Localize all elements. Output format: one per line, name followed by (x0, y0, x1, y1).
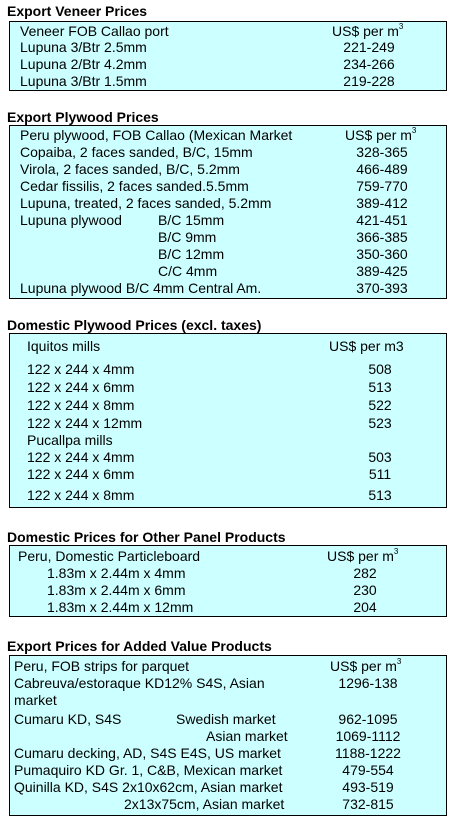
added-label: Cumaru decking, AD, S4S E4S, US market (14, 745, 281, 761)
added-label: Cabreuva/estoraque KD12% S4S, Asian (14, 675, 265, 691)
plywood-label: Cedar fissilis, 2 faces sanded.5.5mm (20, 178, 249, 194)
plywood-price: 466-489 (356, 161, 408, 177)
veneer-label: Lupuna 2/Btr 4.2mm (20, 56, 147, 72)
veneer-row (10, 73, 446, 90)
veneer-header-row (10, 23, 446, 40)
panel-size: 1.83m x 2.44m x 6mm (47, 582, 186, 598)
veneer-heading: Export Veneer Prices (7, 3, 148, 19)
added-header-unit: US$ per $m^3$ (330, 657, 402, 674)
added-header-label: Peru, FOB strips for parquet (14, 658, 190, 674)
domestic-price: 503 (368, 449, 392, 465)
panel-row (10, 582, 446, 599)
panel-heading: Domestic Prices for Other Panel Products (7, 529, 286, 545)
veneer-price: 219-228 (343, 73, 395, 89)
added-row (10, 711, 446, 728)
domestic-size: 122 x 244 x 6mm (27, 466, 135, 482)
plywood-grade: B/C 15mm (158, 212, 225, 228)
domestic-row (10, 397, 446, 414)
added-row (10, 745, 446, 762)
plywood-row (10, 195, 446, 212)
plywood-header-row (10, 127, 446, 144)
plywood-table (9, 125, 447, 299)
plywood-price: 366-385 (356, 229, 408, 245)
added-price: 493-519 (342, 779, 394, 795)
domestic-price: 513 (368, 487, 392, 503)
plywood-header-unit: US$ per $m^3$ (345, 126, 417, 143)
added-price: 732-815 (342, 796, 394, 812)
domestic-group-label: Iquitos mills (27, 338, 101, 354)
domestic-row (10, 379, 446, 396)
plywood-heading: Export Plywood Prices (7, 109, 159, 125)
plywood-price: 350-360 (356, 246, 408, 262)
added-market: Swedish market (176, 711, 276, 727)
plywood-price: 389-412 (356, 195, 408, 211)
added-price: 479-554 (342, 762, 394, 778)
domestic-price: 522 (368, 397, 392, 413)
veneer-price: 221-249 (343, 39, 395, 55)
domestic-row (10, 361, 446, 378)
plywood-price: 370-393 (356, 280, 408, 296)
panel-size: 1.83m x 2.44m x 12mm (47, 599, 194, 615)
plywood-label: Lupuna, treated, 2 faces sanded, 5.2mm (20, 195, 272, 211)
domestic-plywood-heading: Domestic Plywood Prices (excl. taxes) (7, 317, 262, 333)
added-price: 1296-138 (338, 675, 398, 691)
domestic-size: 122 x 244 x 8mm (27, 397, 135, 413)
veneer-label: Lupuna 3/Btr 1.5mm (20, 73, 147, 89)
added-label: Pumaquiro KD Gr. 1, C&B, Mexican market (14, 762, 283, 778)
added-value-table (9, 655, 447, 816)
domestic-row (10, 449, 446, 466)
plywood-row (10, 178, 446, 195)
plywood-grade: C/C 4mm (158, 263, 218, 279)
plywood-price: 421-451 (356, 212, 408, 228)
domestic-price: 511 (368, 466, 392, 482)
plywood-row (10, 263, 446, 280)
panel-price: 282 (353, 565, 377, 581)
domestic-plywood-table (9, 333, 447, 508)
domestic-group-row (10, 432, 446, 449)
added-price: 962-1095 (338, 711, 398, 727)
added-row (10, 728, 446, 745)
added-label: Quinilla KD, S4S 2x10x62cm, Asian market (14, 779, 283, 795)
added-row (10, 796, 446, 813)
plywood-label: Lupuna plywood (20, 212, 122, 228)
veneer-table (9, 21, 447, 91)
panel-header-label: Peru, Domestic Particleboard (18, 548, 201, 564)
panel-price: 204 (353, 599, 377, 615)
domestic-size: 122 x 244 x 12mm (27, 415, 143, 431)
added-row (10, 692, 446, 709)
veneer-row (10, 56, 446, 73)
plywood-header-label: Peru plywood, FOB Callao (Mexican Market (20, 127, 293, 143)
added-label: Cumaru KD, S4S (14, 711, 122, 727)
domestic-row (10, 415, 446, 432)
domestic-row (10, 487, 446, 504)
panel-size: 1.83m x 2.44m x 4mm (47, 565, 186, 581)
domestic-row (10, 466, 446, 483)
plywood-price: 389-425 (356, 263, 408, 279)
plywood-row (10, 161, 446, 178)
added-price: 1069-1112 (335, 728, 401, 744)
domestic-price: 508 (368, 361, 392, 377)
plywood-row (10, 212, 446, 229)
domestic-price: 513 (368, 379, 392, 395)
domestic-group-label: Pucallpa mills (27, 432, 113, 448)
veneer-label: Lupuna 3/Btr 2.5mm (20, 39, 147, 55)
plywood-grade: B/C 12mm (158, 246, 225, 262)
domestic-size: 122 x 244 x 4mm (27, 361, 135, 377)
added-row (10, 762, 446, 779)
panel-header-unit: US$ per $m^3$ (327, 547, 399, 564)
added-value-heading: Export Prices for Added Value Products (7, 638, 272, 654)
plywood-label: Virola, 2 faces sanded, B/C, 5.2mm (20, 161, 240, 177)
panel-table (9, 545, 447, 617)
plywood-price: 328-365 (356, 144, 408, 160)
domestic-price: 523 (368, 415, 392, 431)
veneer-row (10, 39, 446, 56)
plywood-row (10, 246, 446, 263)
plywood-row (10, 229, 446, 246)
domestic-group-row (10, 338, 446, 355)
added-label: market (14, 692, 57, 708)
panel-header-row (10, 548, 446, 565)
added-market: Asian market (206, 728, 288, 744)
added-row (10, 675, 446, 692)
veneer-price: 234-266 (343, 56, 395, 72)
added-header-row (10, 658, 446, 675)
veneer-header-label: Veneer FOB Callao port (20, 23, 169, 39)
plywood-row (10, 280, 446, 297)
added-row (10, 779, 446, 796)
panel-row (10, 565, 446, 582)
panel-price: 230 (353, 582, 377, 598)
panel-row (10, 599, 446, 616)
domestic-size: 122 x 244 x 8mm (27, 487, 135, 503)
veneer-header-unit: US$ per $m^3$ (332, 22, 404, 39)
added-label: 2x13x75cm, Asian market (124, 796, 285, 812)
plywood-row (10, 144, 446, 161)
plywood-label: Copaiba, 2 faces sanded, B/C, 15mm (20, 144, 253, 160)
plywood-price: 759-770 (356, 178, 408, 194)
plywood-label: Lupuna plywood B/C 4mm Central Am. (20, 280, 262, 296)
domestic-size: 122 x 244 x 6mm (27, 379, 135, 395)
plywood-grade: B/C 9mm (158, 229, 217, 245)
added-price: 1188-1222 (335, 745, 401, 761)
domestic-size: 122 x 244 x 4mm (27, 449, 135, 465)
domestic-unit: US$ per m3 (329, 338, 404, 354)
